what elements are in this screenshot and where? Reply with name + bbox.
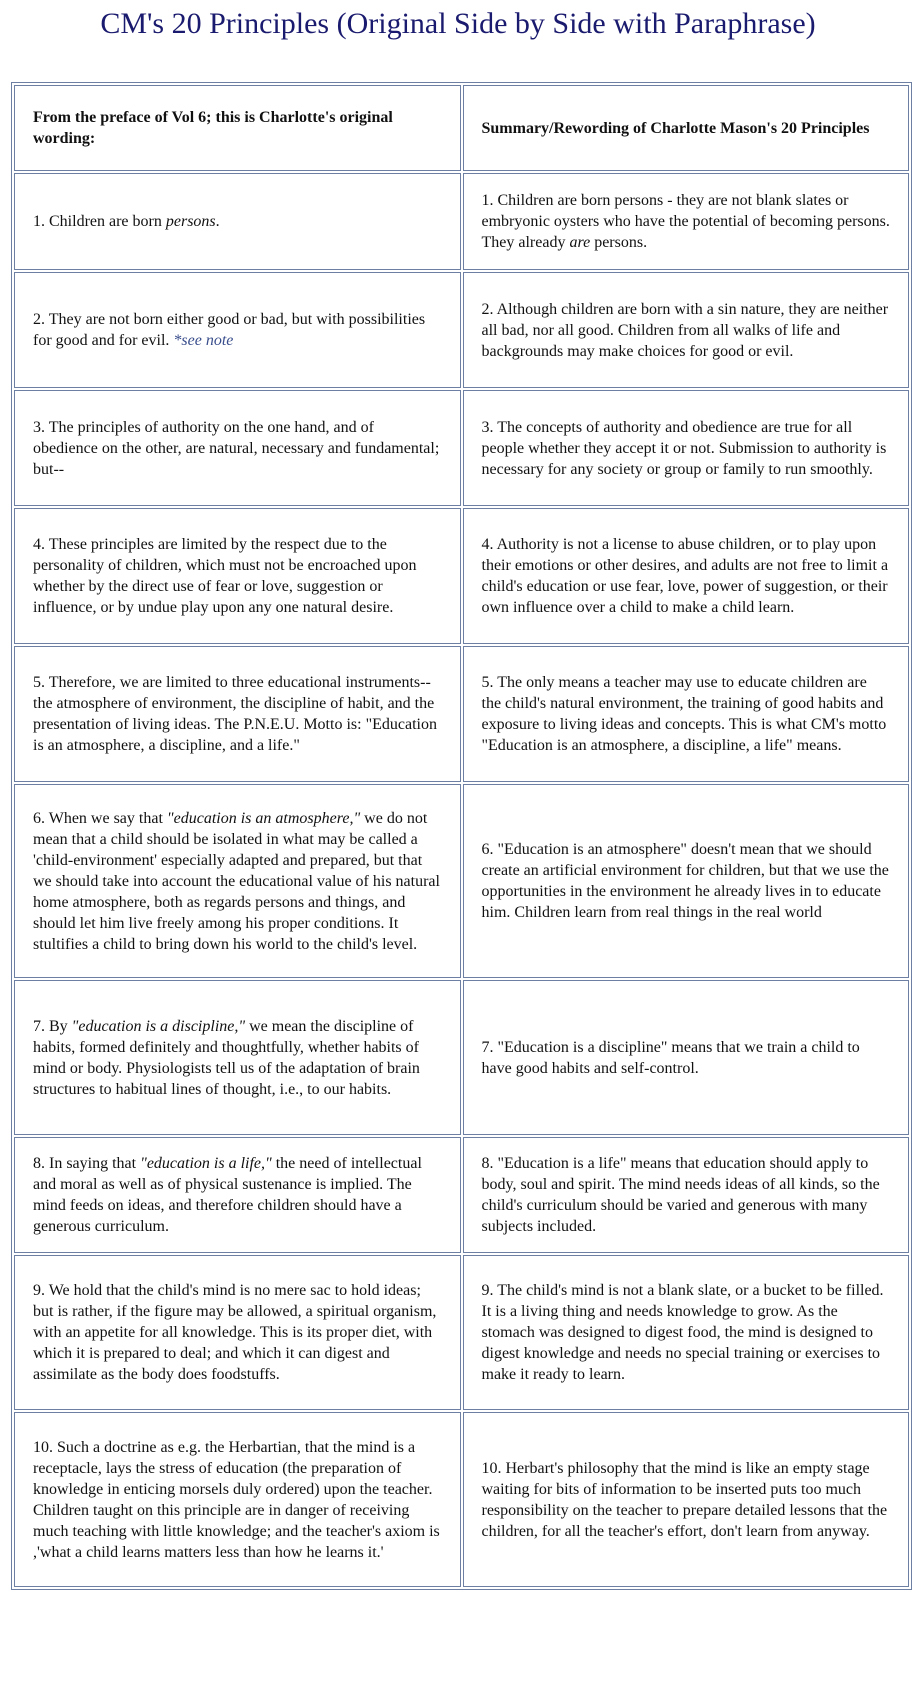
principle-summary-cell: [463, 980, 910, 1135]
table-header-row: [14, 85, 909, 171]
principle-original-cell: [14, 390, 461, 506]
principles-table: [11, 82, 912, 1590]
emphasis-text: "education is an atmosphere,": [166, 809, 361, 827]
principle-row: [14, 980, 909, 1135]
principle-summary-cell: [463, 272, 910, 388]
text-segment: persons.: [590, 234, 648, 251]
principle-row: [14, 1255, 909, 1410]
principle-summary-cell: [463, 1255, 910, 1410]
header-summary: Summary/Rewording of Charlotte Mason's 20 Principles: [463, 85, 910, 171]
text-segment: 4. Authority is not a license to abuse children, or to play upon their emotions or other desires, and adults are not free to limit a child's education or use fear, love, power of suggestion, or their own influence over a child to make a child learn.: [481, 536, 889, 616]
text-segment: 7. "Education is a discipline" means that we train a child to have good habits and self-control.: [481, 1038, 860, 1077]
text-segment: 6. When we say that: [33, 809, 167, 827]
text-segment: 2. They are not born either good or bad, but with possibilities for good and for evil.: [33, 311, 426, 349]
header-original: From the preface of Vol 6; this is Charlotte's original wording:: [14, 85, 461, 171]
principle-original-cell: [14, 173, 461, 270]
emphasis-text: persons: [165, 213, 216, 230]
text-segment: we mean the discipline of habits, formed definitely and thoughtfully, whether habits of mind or body. Physiologists tell us of the adaptation of brain structures to habitual lines of thought, i.e., to our habits.: [33, 1017, 420, 1098]
text-segment: 7. By: [33, 1017, 72, 1035]
principle-original-cell: [14, 980, 461, 1135]
principle-row: [14, 784, 909, 978]
principle-original-cell: [14, 1412, 461, 1587]
principle-original-cell: [14, 272, 461, 388]
principle-row: [14, 646, 909, 782]
text-segment: 8. In saying that: [33, 1155, 141, 1172]
text-segment: 9. We hold that the child's mind is no mere sac to hold ideas; but is rather, if the figure may be allowed, a spiritual organism, with an appetite for all knowledge. This is its proper diet, with which it is prepared to deal; and which it can digest and assimilate as the body does foodstuffs.: [33, 1282, 437, 1383]
principles-table-body: [14, 85, 909, 1587]
principle-summary-cell: [463, 784, 910, 978]
principle-row: [14, 508, 909, 644]
text-segment: 8. "Education is a life" means that education should apply to body, soul and spirit. The mind needs ideas of all kinds, so the child's curriculum should be varied and generous with many subjects included.: [481, 1155, 880, 1235]
text-segment: we do not mean that a child should be isolated in what may be called a 'child-environment' especially adapted and prepared, but that we should take into account the educational value of his natural home atmosphere, both as regards persons and things, and should let him live freely among his proper conditions. It stultifies a child to bring down his world to the child's level.: [33, 809, 440, 953]
principle-summary-cell: [463, 1412, 910, 1587]
principle-summary-cell: [463, 1137, 910, 1253]
principle-row: [14, 1412, 909, 1587]
emphasis-text: "education is a life,": [140, 1155, 272, 1172]
principle-row: [14, 390, 909, 506]
principle-summary-cell: [463, 390, 910, 506]
text-segment: 9. The child's mind is not a blank slate, or a bucket to be filled. It is a living thing and needs knowledge to grow. As the stomach was designed to digest food, the mind is designed to digest knowledge and needs no special training or exercises to make it ready to learn.: [481, 1282, 884, 1383]
text-segment: .: [215, 213, 220, 230]
principle-row: [14, 173, 909, 270]
page-title: CM's 20 Principles (Original Side by Side with Paraphrase): [100, 7, 816, 40]
text-segment: 5. Therefore, we are limited to three educational instruments--the atmosphere of environment, the discipline of habit, and the presentation of living ideas. The P.N.E.U. Motto is: "Education is an atmosphere, a discipline, and a life.": [33, 674, 437, 754]
see-note-link[interactable]: *see note: [173, 332, 234, 349]
text-segment: 2. Although children are born with a sin nature, they are neither all bad, nor all good. Children from all walks of life and backgrounds may make choices for good or evil.: [481, 300, 889, 360]
principle-row: [14, 272, 909, 388]
text-segment: 3. The concepts of authority and obedience are true for all people whether they accept it or not. Submission to authority is necessary for any society or group or family to run smoothly.: [481, 418, 887, 478]
principle-original-cell: [14, 1255, 461, 1410]
principle-summary-cell: [463, 646, 910, 782]
text-segment: 1. Children are born: [33, 213, 166, 230]
principle-summary-cell: [463, 508, 910, 644]
text-segment: 10. Herbart's philosophy that the mind is like an empty stage waiting for bits of information to be inserted puts too much responsibility on the teacher to prepare detailed lessons that the children, for all the teacher's effort, don't learn from anyway.: [481, 1459, 888, 1540]
text-segment: 3. The principles of authority on the one hand, and of obedience on the other, are natural, necessary and fundamental; but--: [33, 418, 440, 478]
text-segment: 5. The only means a teacher may use to educate children are the child's natural environment, the training of good habits and exposure to living ideas and concepts. This is what CM's motto "Education is an atmosphere, a discipline, a life" means.: [481, 674, 887, 754]
text-segment: 4. These principles are limited by the respect due to the personality of children, which must not be encroached upon whether by the direct use of fear or love, suggestion or influence, or by undue play upon any one natural desire.: [33, 536, 417, 616]
text-segment: 1. Children are born persons - they are not blank slates or embryonic oysters who have the potential of becoming persons. They already: [481, 192, 890, 251]
emphasis-text: "education is a discipline,": [71, 1017, 246, 1035]
principle-original-cell: [14, 508, 461, 644]
principle-row: [14, 1137, 909, 1253]
principle-summary-cell: [463, 173, 910, 270]
text-segment: 6. "Education is an atmosphere" doesn't mean that we should create an artificial environment for children, but that we use the opportunities in the environment he already lives in to educate him. Children learn from real things in the real world: [481, 841, 889, 921]
principle-original-cell: [14, 646, 461, 782]
principle-original-cell: [14, 784, 461, 978]
text-segment: the need of intellectual and moral as well as of physical sustenance is implied. The mind feeds on ideas, and therefore children should have a generous curriculum.: [33, 1155, 422, 1235]
emphasis-text: are: [569, 234, 591, 251]
text-segment: 10. Such a doctrine as e.g. the Herbartian, that the mind is a receptacle, lays the stress of education (the preparation of knowledge in enticing morsels duly ordered) upon the teacher. Children taught on this principle are in danger of receiving much teaching with little knowledge; and the teacher's axiom is ,'what a child learns matters less than how he learns it.': [33, 1438, 440, 1561]
principle-original-cell: [14, 1137, 461, 1253]
